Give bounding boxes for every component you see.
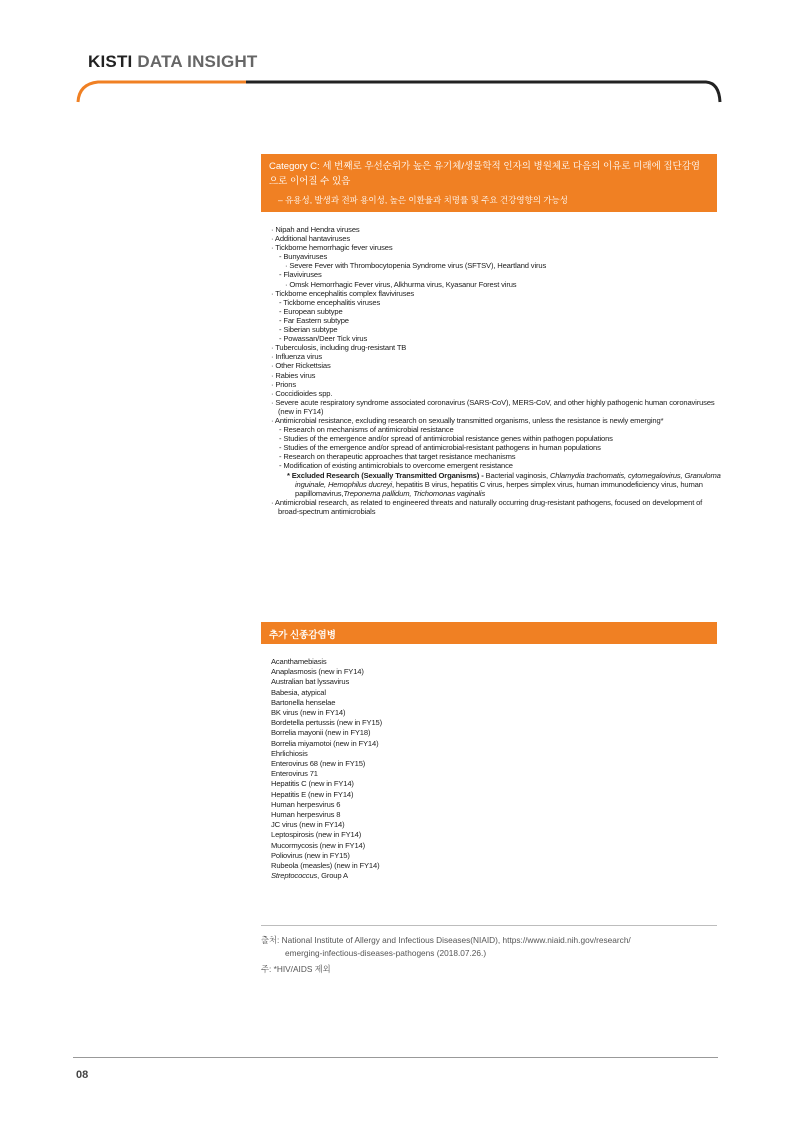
list-item: JC virus (new in FY14) <box>271 820 345 830</box>
list-item: · Tickborne encephalitis complex flaviviruses <box>271 288 415 298</box>
brand-bold: KISTI <box>88 52 133 71</box>
header-rule <box>76 78 722 104</box>
category-c-label: Category C: <box>269 161 320 172</box>
list-item: Borrelia miyamotoi (new in FY14) <box>271 738 379 748</box>
list-item: Poliovirus (new in FY15) <box>271 850 350 860</box>
list-item: Human herpesvirus 6 <box>271 799 341 809</box>
list-item: Rubeola (measles) (new in FY14) <box>271 861 380 871</box>
list-item: - Far Eastern subtype <box>279 315 349 325</box>
list-item: Enterovirus 68 (new in FY15) <box>271 759 366 769</box>
list-item: - Bunyaviruses <box>279 252 328 262</box>
list-item: Hepatitis C (new in FY14) <box>271 779 354 789</box>
list-item: Bordetella pertussis (new in FY15) <box>271 718 382 728</box>
source-line-2: emerging-infectious-diseases-pathogens (2018.07.26.) <box>285 948 487 958</box>
list-item: · Prions <box>271 379 296 389</box>
list-item: Human herpesvirus 8 <box>271 810 341 820</box>
list-item: · Additional hantaviruses <box>271 234 350 244</box>
streptococcus-italic: Streptococcus <box>271 871 318 881</box>
category-c-title <box>269 159 709 189</box>
list-item: · Omsk Hemorrhagic Fever virus, Alkhurma virus, Kyasanur Forest virus <box>285 279 517 289</box>
section-divider <box>261 925 717 926</box>
list-item: · Coccidioides spp. <box>271 388 333 398</box>
emerging-list <box>271 657 382 881</box>
footnote: 주: *HIV/AIDS 제외 <box>261 964 331 974</box>
list-item: · Tuberculosis, including drug-resistant TB <box>271 343 407 353</box>
excluded-label: * Excluded Research (Sexually Transmitted Organisms) - <box>287 470 484 480</box>
excluded-text-1: Bacterial vaginosis, <box>483 470 550 480</box>
source-line-1: 출처: National Institute of Allergy and Infectious Diseases(NIAID), https://www.niaid.nih.gov/research/ <box>261 935 631 945</box>
list-item: - Studies of the emergence and/or spread of antimicrobial-resistant pathogens in human populations <box>279 443 601 453</box>
list-item: Hepatitis E (new in FY14) <box>271 789 354 799</box>
list-item <box>271 871 382 881</box>
list-item: - Powassan/Deer Tick virus <box>279 334 368 344</box>
list-item: · Severe Fever with Thrombocytopenia Syndrome virus (SFTSV), Heartland virus <box>285 261 547 271</box>
list-item: - Modification of existing antimicrobials to overcome emergent resistance <box>279 461 513 471</box>
excluded-research-item <box>271 471 721 498</box>
category-c-subtitle: – 유용성, 발생과 전파 용이성, 높은 이환율과 치명률 및 주요 건강영향의 가능성 <box>278 195 568 205</box>
list-item: - Research on therapeutic approaches that target resistance mechanisms <box>279 452 516 462</box>
list-item: Babesia, atypical <box>271 687 326 697</box>
brand-rest: DATA INSIGHT <box>132 52 258 71</box>
list-item: - Flaviviruses <box>279 270 322 280</box>
list-item: · Antimicrobial resistance, excluding research on sexually transmitted organisms, unless the resistance is newly emerging* <box>271 415 664 425</box>
brand-title <box>88 52 258 72</box>
list-item: - Research on mechanisms of antimicrobial resistance <box>279 425 454 435</box>
category-c-list <box>271 225 721 516</box>
excluded-text-2: , hepatitis B virus, hepatitis C virus, herpes simplex virus, human immunodeficiency virus, human papillomavirus, <box>295 479 703 498</box>
list-item: Mucormycosis (new in FY14) <box>271 840 365 850</box>
list-item: - Tickborne encephalitis viruses <box>279 297 381 307</box>
source-note <box>261 934 717 960</box>
list-item: Australian bat lyssavirus <box>271 677 350 687</box>
list-item: Acanthamebiasis <box>271 657 327 666</box>
emerging-section-title: 추가 신종감염병 <box>269 630 336 641</box>
list-item: Leptospirosis (new in FY14) <box>271 830 362 840</box>
list-item: Anaplasmosis (new in FY14) <box>271 667 364 677</box>
list-item: · Antimicrobial research, as related to engineered threats and naturally occurring drug-resistant pathogens, focused on development of broad-spectrum antimicrobials <box>271 497 703 516</box>
list-item: Bartonella henselae <box>271 697 336 707</box>
excluded-italic-1: Chlamydia trachomatis, cytomegalovirus, Granuloma inguinale, Hemophilus ducreyi <box>295 470 721 489</box>
list-item: Enterovirus 71 <box>271 769 318 779</box>
footer-rule <box>73 1057 718 1058</box>
list-item: · Influenza virus <box>271 352 323 362</box>
list-item: BK virus (new in FY14) <box>271 708 346 718</box>
list-item: · Tickborne hemorrhagic fever viruses <box>271 243 393 253</box>
list-item: Ehrlichiosis <box>271 748 308 758</box>
emerging-section-header <box>261 622 717 644</box>
list-item: - Studies of the emergence and/or spread of antimicrobial resistance genes within pathogen populations <box>279 434 613 444</box>
category-c-description: 세 번째로 우선순위가 높은 유기체/생물학적 인자의 병원체로 다음의 이유로 미래에 집단감염으로 이어질 수 있음 <box>269 161 701 187</box>
list-item: · Other Rickettsias <box>271 361 331 371</box>
excluded-italic-2: Treponema pallidum, Trichomonas vaginalis <box>343 488 486 498</box>
list-item: Borrelia mayonii (new in FY18) <box>271 728 371 738</box>
list-item: · Rabies virus <box>271 370 316 380</box>
list-item: - Siberian subtype <box>279 325 338 335</box>
list-item: · Nipah and Hendra viruses <box>271 225 360 234</box>
streptococcus-rest: , Group A <box>317 871 348 881</box>
page-number: 08 <box>76 1069 89 1081</box>
category-c-header <box>261 154 717 212</box>
list-item: - European subtype <box>279 306 343 316</box>
list-item: · Severe acute respiratory syndrome associated coronavirus (SARS-CoV), MERS-CoV, and other highly pathogenic human coronaviruses (new in FY14) <box>271 397 715 416</box>
